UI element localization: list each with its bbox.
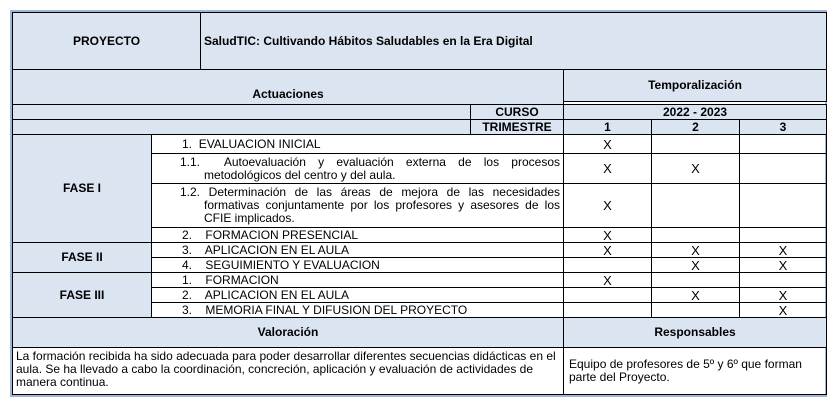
mark-cell: X [652,243,740,258]
actuaciones-header: Actuaciones [13,70,564,105]
valoracion-text: La formación recibida ha sido adecuada para poder desarrollar diferentes secuencias didácticas en el aula. Se ha llevado a cabo la coordinación, concreción, aplicación y evaluación de actividades de manera continua. [13,348,564,395]
activity-number: 1.2. [180,185,201,199]
activity-cell [152,288,564,303]
trimestre-3: 3 [740,120,827,135]
mark-cell [740,228,827,243]
mark-cell: X [564,228,652,243]
mark-cell [652,303,740,318]
trimestre-1: 1 [564,120,652,135]
mark-cell: X [740,288,827,303]
phase-label: FASE II [13,243,152,273]
trimestre-row [13,120,827,135]
activity-number: 1. [182,136,193,151]
mark-cell: X [740,258,827,273]
mark-cell [652,184,740,228]
mark-cell: X [652,288,740,303]
table-row [13,243,827,258]
activity-text: FORMACION [205,272,279,287]
mark-cell [564,303,652,318]
mark-cell [740,273,827,288]
mark-cell: X [564,154,652,184]
phase-label: FASE I [13,135,152,243]
footer-content-row [13,348,827,395]
mark-cell [564,288,652,303]
activity-text: Autoevaluación y evaluación externa de los procesos metodológicos del centro y del aula. [204,154,560,182]
activity-cell [152,273,564,288]
mark-cell: X [564,184,652,228]
activity-cell [152,258,564,273]
activity-cell [152,184,564,228]
activity-text: SEGUIMIENTO Y EVALUACION [205,257,380,272]
activity-text: FORMACION PRESENCIAL [205,227,359,242]
trimestre-label: TRIMESTRE [471,120,564,135]
project-row [13,13,827,70]
footer-header-row [13,318,827,348]
project-title: SaludTIC: Cultivando Hábitos Saludables en la Era Digital [201,13,827,70]
project-table [12,12,827,395]
mark-cell: X [564,243,652,258]
table-row [13,135,827,154]
mark-cell: X [564,135,652,154]
activity-cell [152,228,564,243]
mark-cell [740,154,827,184]
activity-text: APLICACION EN EL AULA [204,242,349,257]
mark-cell [740,184,827,228]
mark-cell: X [652,154,740,184]
mark-cell: X [740,243,827,258]
mark-cell [652,273,740,288]
curso-row [13,105,827,120]
activity-cell [152,243,564,258]
activity-number: 2. [182,227,193,242]
header-row [13,70,827,102]
curso-value: 2022 - 2023 [564,105,827,120]
responsables-header: Responsables [564,318,827,348]
activity-text: EVALUACION INICIAL [198,136,321,151]
activity-cell [152,303,564,318]
activity-cell [152,135,564,154]
activity-number: 1. [182,272,193,287]
trimestre-2: 2 [652,120,740,135]
activity-text: MEMORIA FINAL Y DIFUSION DEL PROYECTO [205,302,468,317]
activity-cell [152,154,564,184]
curso-label: CURSO [471,105,564,120]
activity-number: 3. [182,242,193,257]
activity-text: Determinación de las áreas de mejora de las necesidades formativas conjuntamente por los profesores y asesores de los CFIE implicados. [204,185,560,225]
activity-number: 1.1. [180,154,201,169]
mark-cell [564,258,652,273]
mark-cell: X [652,258,740,273]
project-table-frame [10,10,827,397]
table-row [13,273,827,288]
temporalizacion-header: Temporalización [564,70,827,102]
mark-cell: X [740,303,827,318]
activity-number: 4. [182,257,193,272]
mark-cell: X [564,273,652,288]
activity-number: 2. [182,287,193,302]
mark-cell [652,135,740,154]
valoracion-header: Valoración [13,318,564,348]
mark-cell [652,228,740,243]
activity-number: 3. [182,302,193,317]
activity-text: APLICACION EN EL AULA [204,287,349,302]
phase-label: FASE III [13,273,152,318]
project-label: PROYECTO [13,13,201,70]
responsables-text: Equipo de profesores de 5º y 6º que forman parte del Proyecto. [564,348,827,395]
mark-cell [740,135,827,154]
